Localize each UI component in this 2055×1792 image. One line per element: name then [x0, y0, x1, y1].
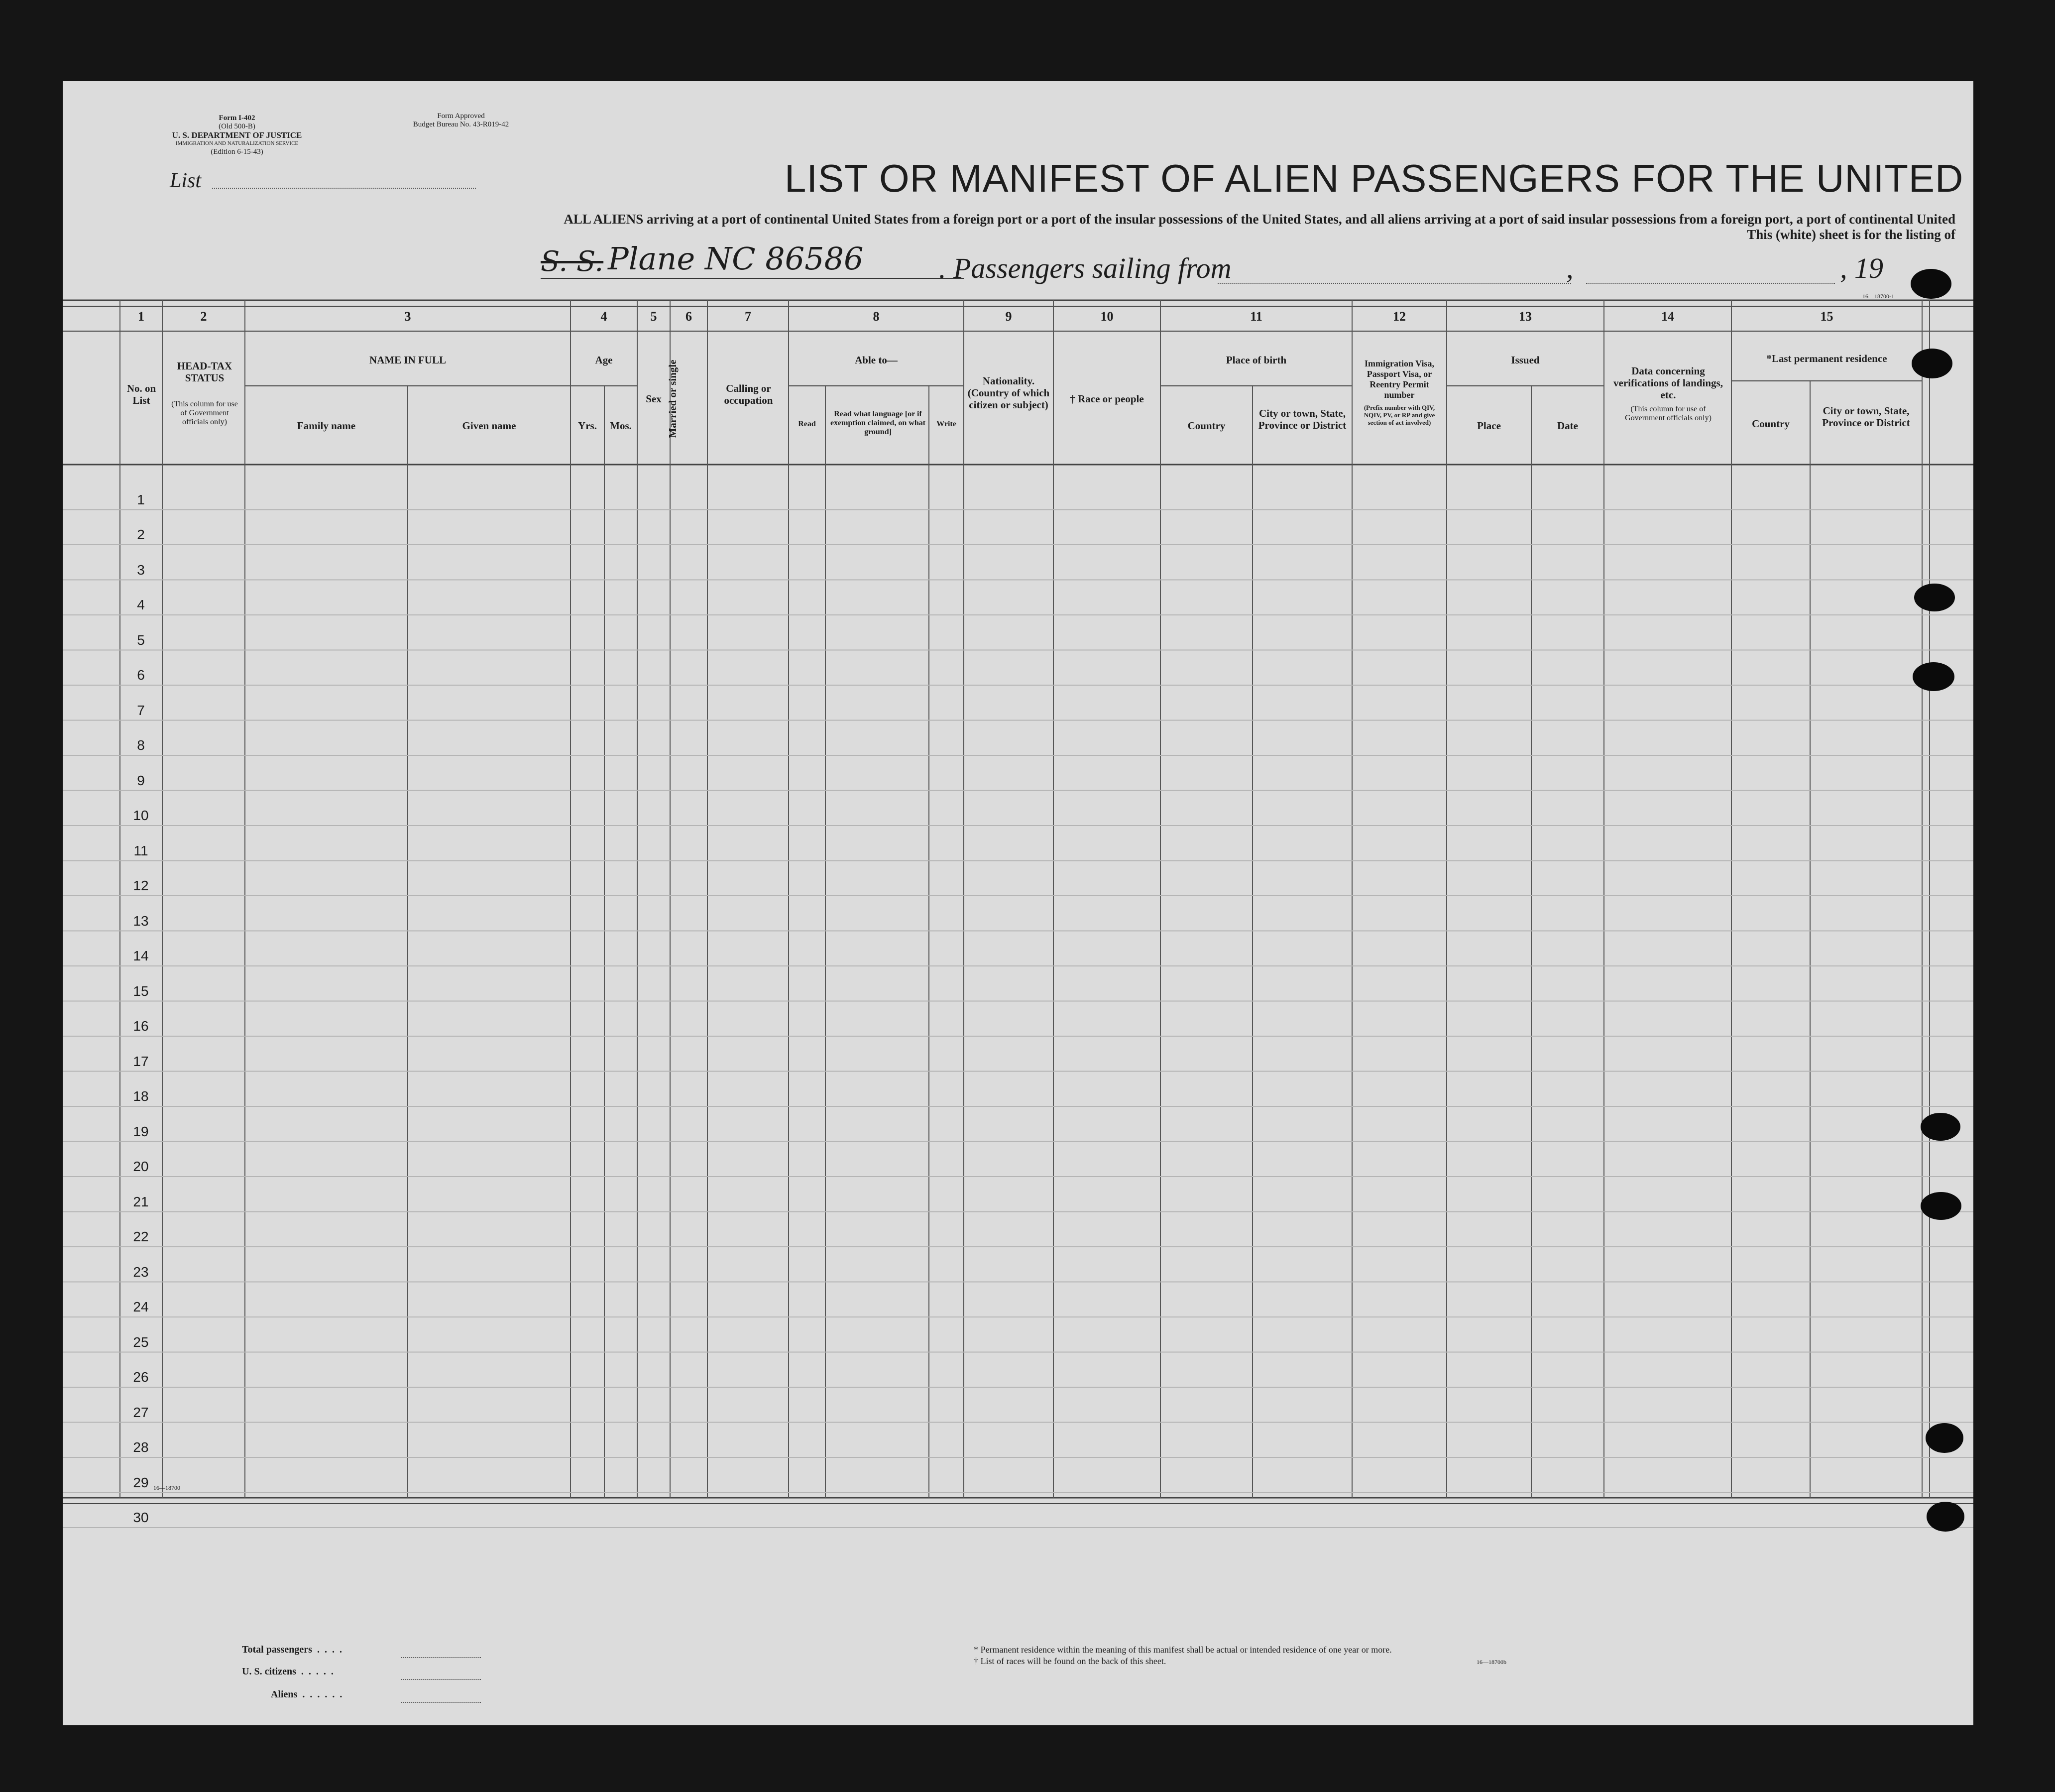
column-number-1: 1 [138, 309, 144, 324]
header-read-language: Read what language [or if exemption claimed, on what ground] [830, 410, 926, 436]
column-number-6: 6 [685, 309, 692, 324]
punch-hole-5 [1921, 1113, 1960, 1141]
row-number-28: 28 [133, 1439, 149, 1455]
service: IMMIGRATION AND NATURALIZATION SERVICE [175, 140, 299, 146]
header-head-tax-note: (This column for use of Government officials only) [171, 400, 238, 426]
column-number-11: 11 [1250, 309, 1262, 324]
punch-hole-6 [1921, 1192, 1961, 1220]
row-number-14: 14 [133, 948, 149, 963]
row-number-6: 6 [137, 667, 145, 683]
row-number-5: 5 [137, 632, 145, 648]
sailing-label: . Passengers sailing from [939, 252, 1232, 284]
header-sex: Sex [646, 393, 662, 405]
column-number-4: 4 [600, 309, 607, 324]
row-number-20: 20 [133, 1159, 149, 1174]
row-number-22: 22 [133, 1229, 149, 1244]
column-number-9: 9 [1005, 309, 1012, 324]
column-number-15: 15 [1820, 309, 1833, 324]
punch-hole-7 [1926, 1423, 1963, 1453]
form-old-number: (Old 500-B) [219, 122, 255, 130]
column-number-14: 14 [1661, 309, 1674, 324]
punch-hole-8 [1927, 1502, 1964, 1532]
edition: (Edition 6-15-43) [211, 148, 263, 156]
header-place-of-birth: Place of birth [1226, 354, 1287, 366]
us-citizens-label: U. S. citizens . . . . . [242, 1666, 334, 1677]
row-number-2: 2 [137, 527, 145, 542]
punch-hole-1 [1911, 269, 1951, 299]
header-read: Read [798, 420, 816, 428]
row-number-12: 12 [133, 878, 149, 893]
row-number-1: 1 [137, 491, 145, 507]
subtitle-2: This (white) sheet is for the listing of [1747, 227, 1955, 242]
header-visa-note: (Prefix number with QIV, NQIV, PV, or RP and give section of act involved) [1364, 404, 1435, 426]
row-number-29: 29 [133, 1474, 149, 1490]
row-number-18: 18 [133, 1088, 149, 1104]
row-number-23: 23 [133, 1264, 149, 1280]
row-number-17: 17 [133, 1053, 149, 1069]
us-citizens-text: U. S. citizens [242, 1666, 296, 1677]
header-yrs: Yrs. [578, 420, 597, 432]
footer-code: 16—18700b [1477, 1659, 1506, 1666]
header-issued-place: Place [1477, 420, 1501, 432]
column-number-3: 3 [404, 309, 411, 324]
print-code-top: 16—18700-1 [1862, 293, 1894, 300]
header-landings-note: (This column for use of Government officials only) [1625, 405, 1712, 422]
header-calling: Calling or occupation [724, 382, 773, 406]
department: U. S. DEPARTMENT OF JUSTICE [172, 130, 302, 140]
header-given-name: Given name [462, 420, 516, 432]
us-citizens-line [401, 1679, 481, 1680]
column-number-10: 10 [1100, 309, 1114, 324]
header-birth-country: Country [1187, 420, 1226, 432]
header-residence-country: Country [1752, 418, 1790, 430]
punch-hole-2 [1912, 349, 1952, 378]
header-age: Age [595, 354, 613, 366]
header-birth-city: City or town, State, Province or District [1258, 407, 1347, 431]
manifest-sheet [63, 81, 1973, 1725]
header-issued-date: Date [1557, 420, 1578, 432]
header-family-name: Family name [297, 420, 356, 432]
header-race: † Race or people [1070, 393, 1144, 405]
column-number-2: 2 [200, 309, 207, 324]
column-number-8: 8 [873, 309, 880, 324]
header-landings: Data concerning verifications of landings, etc. [1613, 365, 1723, 401]
aliens-label: Aliens . . . . . . [271, 1689, 342, 1700]
row-number-7: 7 [137, 702, 145, 718]
comma-1: , [1566, 252, 1574, 284]
punch-hole-4 [1913, 662, 1954, 691]
row-number-11: 11 [133, 842, 148, 858]
column-number-12: 12 [1393, 309, 1406, 324]
row-number-4: 4 [137, 597, 145, 612]
row-number-15: 15 [133, 983, 149, 999]
year-prefix: 19 [1854, 252, 1883, 284]
row-number-9: 9 [137, 772, 145, 788]
header-visa: Immigration Visa, Passport Visa, or Reentry Permit number [1364, 358, 1434, 400]
budget-number: Budget Bureau No. 43-R019-42 [413, 120, 509, 128]
list-label: List [170, 169, 202, 192]
total-passengers-text: Total passengers [242, 1644, 312, 1655]
header-name-in-full: NAME IN FULL [369, 354, 446, 366]
header-write: Write [936, 420, 956, 428]
header-last-residence: *Last permanent residence [1766, 353, 1887, 364]
vessel-name-handwritten: Plane NC 86586 [608, 240, 864, 277]
vessel-type-struck: S. S. [541, 245, 604, 278]
header-able-to: Able to— [855, 354, 898, 366]
page-title: LIST OR MANIFEST OF ALIEN PASSENGERS FOR THE UNITED [785, 156, 1964, 200]
row-number-30: 30 [133, 1510, 149, 1525]
footnote-races: † List of races will be found on the back of this sheet. [974, 1656, 1166, 1666]
header-issued: Issued [1511, 354, 1540, 366]
row-number-16: 16 [133, 1018, 149, 1034]
row-number-21: 21 [133, 1194, 149, 1209]
row-number-26: 26 [133, 1369, 149, 1385]
punch-hole-3 [1914, 584, 1955, 611]
row-number-8: 8 [137, 737, 145, 753]
column-number-7: 7 [745, 309, 751, 324]
row-number-3: 3 [137, 562, 145, 578]
row-number-10: 10 [133, 808, 149, 823]
header-residence-city: City or town, State, Province or District [1822, 405, 1910, 429]
row-number-19: 19 [133, 1123, 149, 1139]
aliens-line [401, 1702, 481, 1703]
year-label: , 19 [1840, 252, 1883, 284]
form-number: Form I-402 [219, 114, 255, 122]
row-number-13: 13 [133, 913, 149, 929]
form-approved: Form Approved [437, 112, 485, 120]
row-number-24: 24 [133, 1299, 149, 1314]
table-grid [63, 81, 1973, 1725]
subtitle-1: ALL ALIENS arriving at a port of continental United States from a foreign port or a port of the insular possessions of the United States, and all aliens arriving at a port of said insular possessions from a foreign port, a port of continental United [564, 212, 1955, 227]
header-mos: Mos. [610, 420, 632, 432]
column-number-13: 13 [1519, 309, 1532, 324]
header-no-on-list: No. on List [126, 382, 156, 406]
header-nationality: Nationality. (Country of which citizen or subject) [967, 375, 1050, 411]
header-head-tax: HEAD-TAX STATUS [177, 360, 232, 384]
total-passengers-label: Total passengers . . . . [242, 1644, 342, 1655]
footnote-residence: * Permanent residence within the meaning of this manifest shall be actual or intended residence of one year or more. [974, 1645, 1392, 1655]
aliens-text: Aliens [271, 1689, 298, 1700]
column-number-5: 5 [650, 309, 657, 324]
row-number-27: 27 [133, 1404, 149, 1420]
header-married: Married or single [667, 359, 679, 438]
print-code-bottom: 16—18700 [153, 1484, 180, 1491]
row-number-25: 25 [133, 1334, 149, 1350]
total-passengers-line [401, 1657, 481, 1658]
